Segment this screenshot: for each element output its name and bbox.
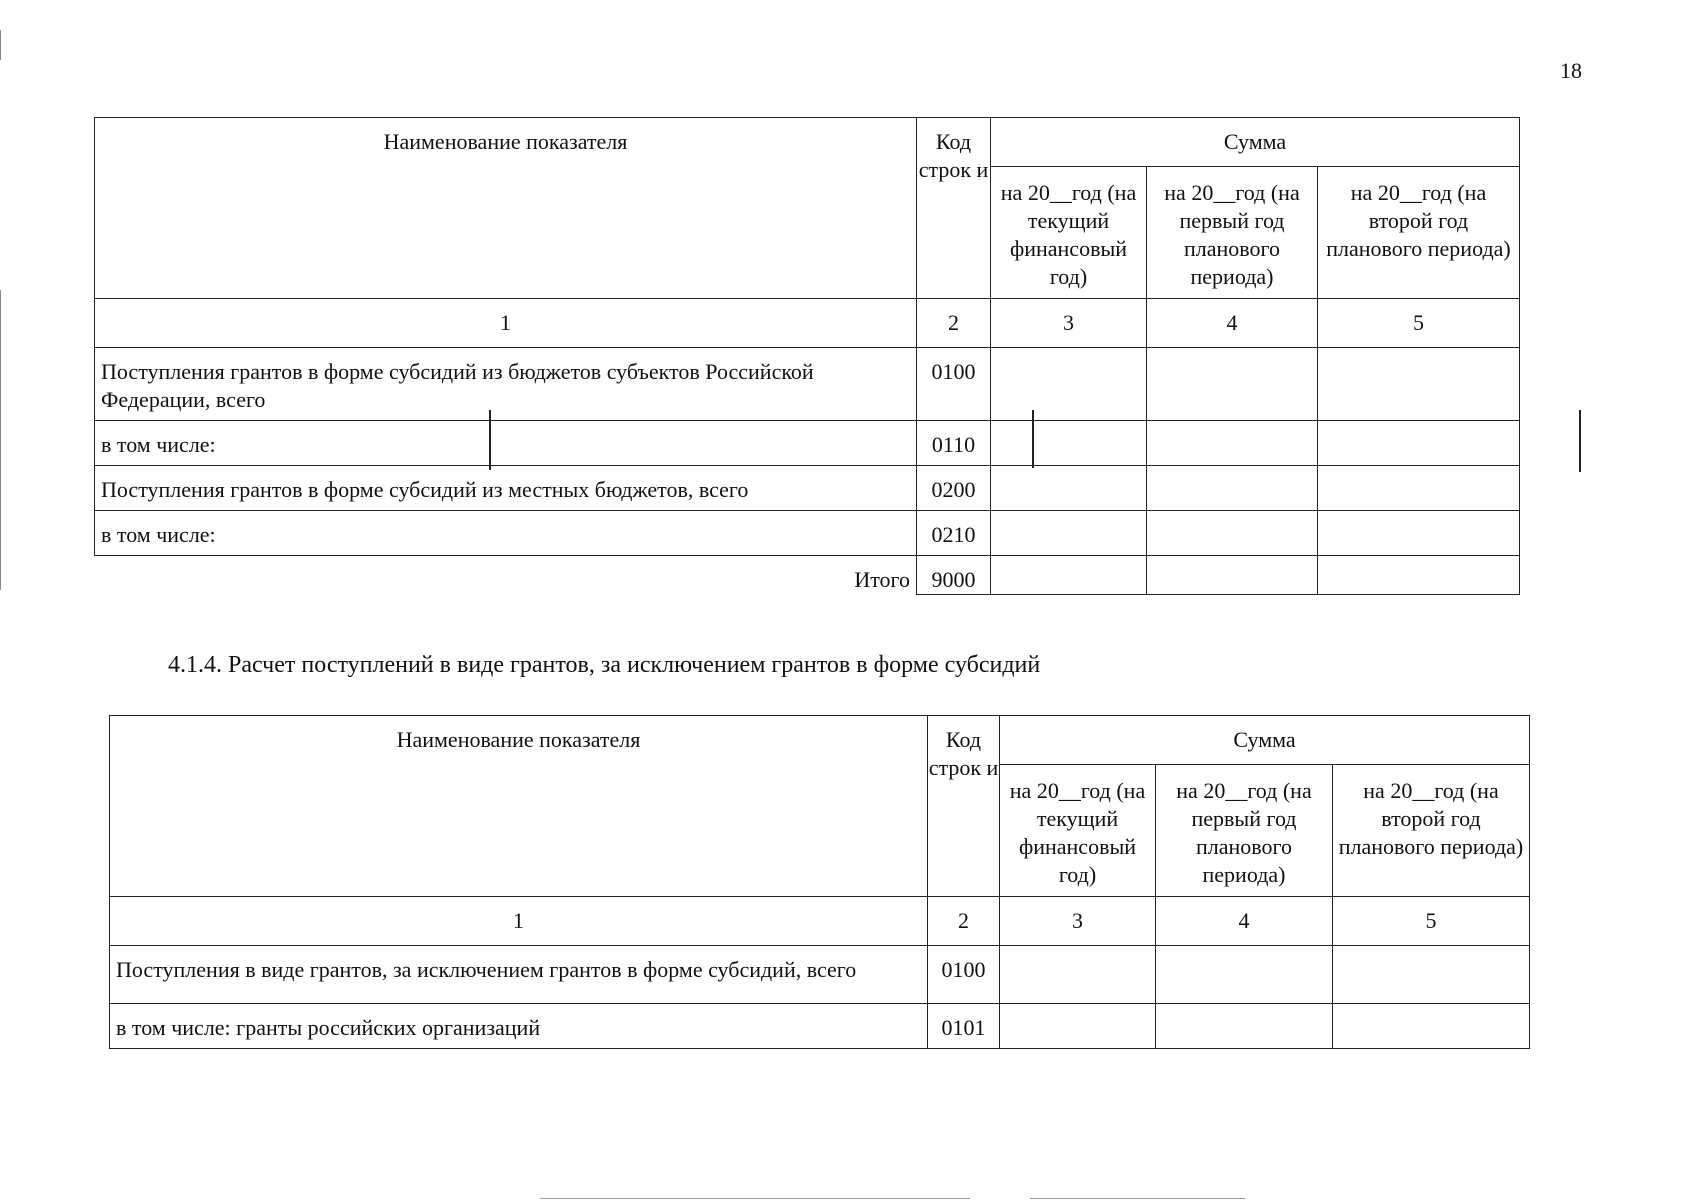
value-cell[interactable] — [1333, 946, 1530, 1004]
column-number: 2 — [917, 299, 991, 348]
scan-mark — [489, 410, 491, 470]
scan-mark — [0, 30, 1, 60]
value-cell[interactable] — [991, 466, 1147, 511]
total-label: Итого — [95, 556, 917, 595]
row-code: 0210 — [917, 511, 991, 556]
value-cell[interactable] — [1000, 946, 1156, 1004]
value-cell[interactable] — [1147, 348, 1318, 421]
row-indicator-name: в том числе: гранты российских организаций — [110, 1004, 928, 1049]
header-sum: Сумма — [1000, 716, 1530, 765]
value-cell[interactable] — [991, 511, 1147, 556]
page-edge-line — [540, 1198, 970, 1199]
scan-mark — [1579, 410, 1581, 472]
table-row — [95, 511, 1520, 556]
table-row — [110, 946, 1530, 1004]
total-code: 9000 — [917, 556, 991, 595]
header-first-plan-year: на 20__год (на первый год планового периода) — [1147, 167, 1318, 299]
grants-non-subsidies-table — [109, 715, 1530, 1049]
value-cell[interactable] — [991, 556, 1147, 595]
scan-mark — [0, 290, 1, 590]
column-number: 4 — [1156, 897, 1333, 946]
value-cell[interactable] — [1318, 421, 1520, 466]
row-indicator-name: в том числе: — [95, 421, 917, 466]
header-sum: Сумма — [991, 118, 1520, 167]
row-indicator-name: в том числе: — [95, 511, 917, 556]
section-heading: 4.1.4. Расчет поступлений в виде грантов, за исключением грантов в форме субсидий — [168, 652, 1041, 678]
column-number: 5 — [1318, 299, 1520, 348]
page-number: 18 — [1560, 58, 1582, 83]
value-cell[interactable] — [1147, 466, 1318, 511]
table-row — [95, 421, 1520, 466]
grants-subsidies-table — [94, 117, 1520, 595]
header-row-code: Код строк и — [928, 716, 1000, 897]
scan-mark — [1032, 410, 1034, 468]
value-cell[interactable] — [1318, 348, 1520, 421]
row-indicator-name: Поступления в виде грантов, за исключением грантов в форме субсидий, всего — [110, 946, 928, 1004]
header-row-code: Код строк и — [917, 118, 991, 299]
header-second-plan-year: на 20__год (на второй год планового периода) — [1318, 167, 1520, 299]
column-number: 1 — [110, 897, 928, 946]
row-indicator-name: Поступления грантов в форме субсидий из бюджетов субъектов Российской Федерации, всего — [95, 348, 917, 421]
value-cell[interactable] — [1147, 421, 1318, 466]
page-edge-line — [1030, 1198, 1245, 1199]
column-number: 3 — [1000, 897, 1156, 946]
header-first-plan-year: на 20__год (на первый год планового периода) — [1156, 765, 1333, 897]
header-current-year: на 20__год (на текущий финансовый год) — [991, 167, 1147, 299]
row-code: 0101 — [928, 1004, 1000, 1049]
value-cell[interactable] — [1333, 1004, 1530, 1049]
value-cell[interactable] — [1147, 511, 1318, 556]
header-indicator-name: Наименование показателя — [95, 118, 917, 299]
table-row — [95, 348, 1520, 421]
row-indicator-name: Поступления грантов в форме субсидий из местных бюджетов, всего — [95, 466, 917, 511]
column-number: 1 — [95, 299, 917, 348]
value-cell[interactable] — [1318, 466, 1520, 511]
value-cell[interactable] — [1318, 556, 1520, 595]
row-code: 0200 — [917, 466, 991, 511]
table-row — [110, 1004, 1530, 1049]
header-indicator-name: Наименование показателя — [110, 716, 928, 897]
column-number: 2 — [928, 897, 1000, 946]
value-cell[interactable] — [1156, 1004, 1333, 1049]
value-cell[interactable] — [991, 421, 1147, 466]
value-cell[interactable] — [1147, 556, 1318, 595]
column-number: 3 — [991, 299, 1147, 348]
column-number: 5 — [1333, 897, 1530, 946]
header-current-year: на 20__год (на текущий финансовый год) — [1000, 765, 1156, 897]
value-cell[interactable] — [1000, 1004, 1156, 1049]
value-cell[interactable] — [991, 348, 1147, 421]
column-number: 4 — [1147, 299, 1318, 348]
value-cell[interactable] — [1318, 511, 1520, 556]
row-code: 0110 — [917, 421, 991, 466]
header-second-plan-year: на 20__год (на второй год планового периода) — [1333, 765, 1530, 897]
table-row — [95, 466, 1520, 511]
value-cell[interactable] — [1156, 946, 1333, 1004]
row-code: 0100 — [917, 348, 991, 421]
total-row — [95, 556, 1520, 595]
row-code: 0100 — [928, 946, 1000, 1004]
